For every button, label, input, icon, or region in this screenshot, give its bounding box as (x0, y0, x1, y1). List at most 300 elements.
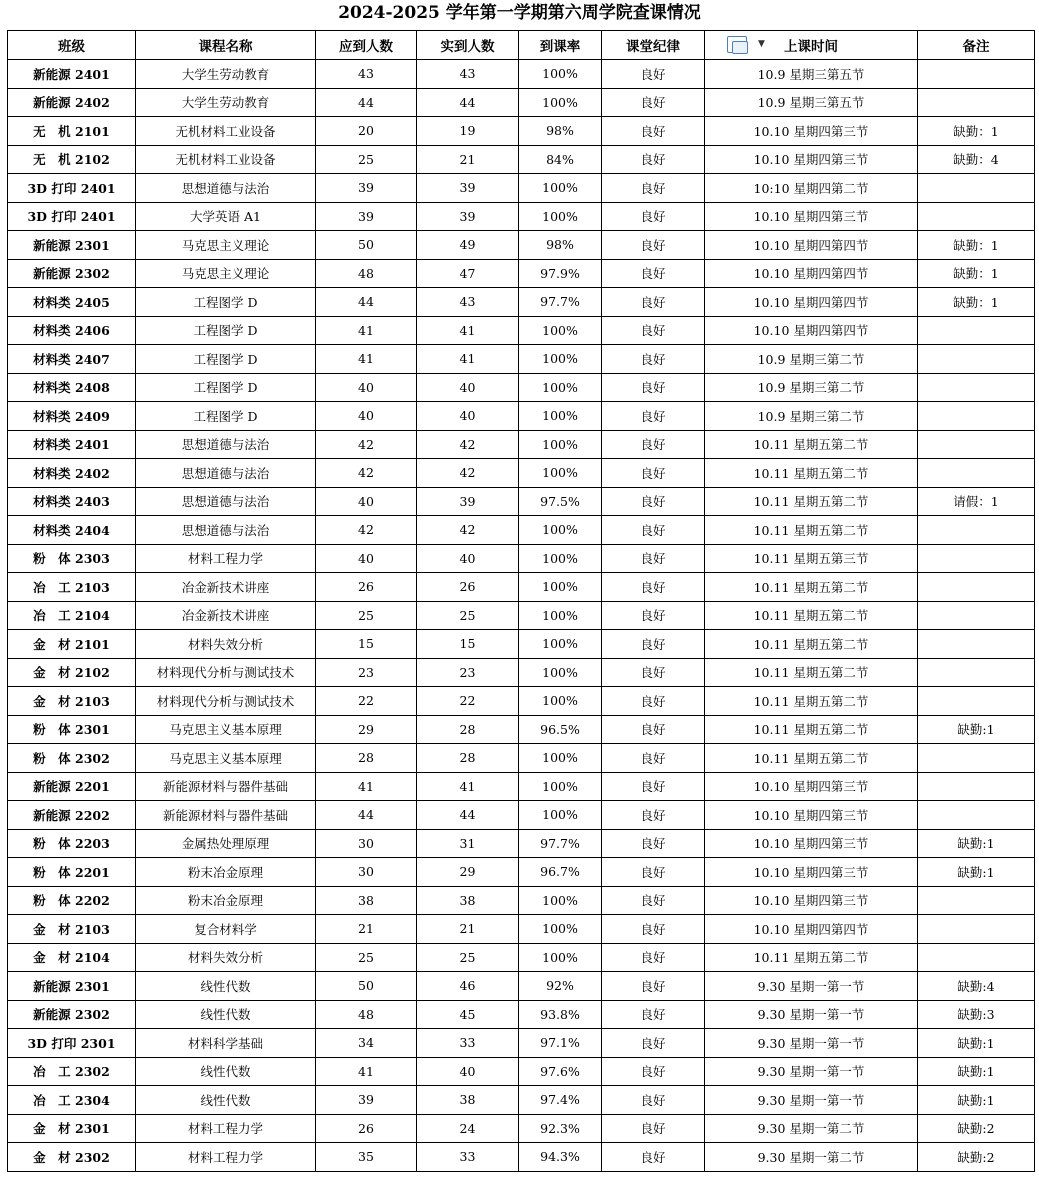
cell-rate[interactable]: 100% (519, 345, 602, 374)
cell-discipline[interactable]: 良好 (602, 145, 705, 174)
cell-course[interactable]: 材料现代分析与测试技术 (136, 658, 316, 687)
cell-discipline[interactable]: 良好 (602, 1143, 705, 1172)
cell-course[interactable]: 粉末冶金原理 (136, 858, 316, 887)
cell-expected[interactable]: 26 (316, 1114, 417, 1143)
cell-time[interactable]: 9.30 星期一第一节 (705, 1029, 918, 1058)
cell-expected[interactable]: 39 (316, 174, 417, 203)
cell-rate[interactable]: 100% (519, 373, 602, 402)
cell-note[interactable] (918, 886, 1035, 915)
cell-discipline[interactable]: 良好 (602, 231, 705, 260)
cell-discipline[interactable]: 良好 (602, 1000, 705, 1029)
cell-actual[interactable]: 15 (417, 630, 519, 659)
cell-note[interactable] (918, 60, 1035, 89)
cell-rate[interactable]: 100% (519, 516, 602, 545)
cell-class[interactable]: 3D 打印 2401 (8, 174, 136, 203)
cell-rate[interactable]: 100% (519, 544, 602, 573)
cell-time[interactable]: 10.10 星期四第四节 (705, 316, 918, 345)
cell-class[interactable]: 金 材 2102 (8, 658, 136, 687)
cell-expected[interactable]: 40 (316, 544, 417, 573)
cell-expected[interactable]: 43 (316, 60, 417, 89)
cell-class[interactable]: 金 材 2103 (8, 915, 136, 944)
cell-note[interactable] (918, 630, 1035, 659)
cell-discipline[interactable]: 良好 (602, 801, 705, 830)
cell-time[interactable]: 10.10 星期四第三节 (705, 202, 918, 231)
cell-discipline[interactable]: 良好 (602, 88, 705, 117)
cell-actual[interactable]: 45 (417, 1000, 519, 1029)
cell-expected[interactable]: 44 (316, 801, 417, 830)
cell-class[interactable]: 材料类 2402 (8, 459, 136, 488)
cell-rate[interactable]: 100% (519, 60, 602, 89)
cell-note[interactable]: 缺勤：1 (918, 117, 1035, 146)
cell-note[interactable]: 缺勤:1 (918, 829, 1035, 858)
cell-time[interactable]: 10.11 星期五第二节 (705, 573, 918, 602)
cell-class[interactable]: 新能源 2301 (8, 231, 136, 260)
cell-discipline[interactable]: 良好 (602, 744, 705, 773)
cell-note[interactable]: 缺勤：1 (918, 259, 1035, 288)
cell-rate[interactable]: 94.3% (519, 1143, 602, 1172)
cell-actual[interactable]: 26 (417, 573, 519, 602)
cell-course[interactable]: 无机材料工业设备 (136, 117, 316, 146)
cell-rate[interactable]: 100% (519, 573, 602, 602)
cell-note[interactable] (918, 516, 1035, 545)
cell-class[interactable]: 金 材 2104 (8, 943, 136, 972)
cell-note[interactable]: 请假：1 (918, 487, 1035, 516)
cell-time[interactable]: 10.10 星期四第四节 (705, 915, 918, 944)
cell-class[interactable]: 粉 体 2202 (8, 886, 136, 915)
cell-expected[interactable]: 25 (316, 601, 417, 630)
cell-time[interactable]: 9.30 星期一第一节 (705, 972, 918, 1001)
cell-rate[interactable]: 100% (519, 630, 602, 659)
cell-actual[interactable]: 33 (417, 1029, 519, 1058)
cell-discipline[interactable]: 良好 (602, 858, 705, 887)
cell-class[interactable]: 粉 体 2303 (8, 544, 136, 573)
cell-class[interactable]: 冶 工 2104 (8, 601, 136, 630)
cell-note[interactable]: 缺勤:1 (918, 1029, 1035, 1058)
cell-rate[interactable]: 100% (519, 943, 602, 972)
cell-expected[interactable]: 21 (316, 915, 417, 944)
cell-class[interactable]: 金 材 2101 (8, 630, 136, 659)
cell-expected[interactable]: 41 (316, 772, 417, 801)
cell-course[interactable]: 新能源材料与器件基础 (136, 801, 316, 830)
cell-course[interactable]: 大学生劳动教育 (136, 60, 316, 89)
header-discipline[interactable]: 课堂纪律 (602, 31, 705, 60)
cell-course[interactable]: 金属热处理原理 (136, 829, 316, 858)
cell-discipline[interactable]: 良好 (602, 829, 705, 858)
cell-time[interactable]: 10.11 星期五第二节 (705, 687, 918, 716)
cell-expected[interactable]: 15 (316, 630, 417, 659)
cell-note[interactable]: 缺勤:1 (918, 1086, 1035, 1115)
cell-expected[interactable]: 29 (316, 715, 417, 744)
cell-note[interactable]: 缺勤:4 (918, 972, 1035, 1001)
header-class[interactable]: 班级 (8, 31, 136, 60)
cell-actual[interactable]: 22 (417, 687, 519, 716)
cell-rate[interactable]: 100% (519, 601, 602, 630)
cell-time[interactable]: 10.11 星期五第二节 (705, 487, 918, 516)
cell-course[interactable]: 复合材料学 (136, 915, 316, 944)
cell-rate[interactable]: 100% (519, 430, 602, 459)
cell-expected[interactable]: 35 (316, 1143, 417, 1172)
cell-rate[interactable]: 97.7% (519, 829, 602, 858)
cell-rate[interactable]: 100% (519, 658, 602, 687)
cell-expected[interactable]: 23 (316, 658, 417, 687)
cell-class[interactable]: 粉 体 2201 (8, 858, 136, 887)
cell-time[interactable]: 10.10 星期四第四节 (705, 288, 918, 317)
cell-time[interactable]: 10.11 星期五第二节 (705, 459, 918, 488)
cell-expected[interactable]: 41 (316, 1057, 417, 1086)
cell-expected[interactable]: 25 (316, 145, 417, 174)
cell-course[interactable]: 工程图学 D (136, 402, 316, 431)
cell-course[interactable]: 材料工程力学 (136, 544, 316, 573)
cell-actual[interactable]: 23 (417, 658, 519, 687)
cell-course[interactable]: 材料失效分析 (136, 943, 316, 972)
cell-discipline[interactable]: 良好 (602, 288, 705, 317)
cell-note[interactable] (918, 601, 1035, 630)
cell-expected[interactable]: 38 (316, 886, 417, 915)
cell-rate[interactable]: 92% (519, 972, 602, 1001)
cell-course[interactable]: 工程图学 D (136, 316, 316, 345)
cell-note[interactable]: 缺勤:1 (918, 715, 1035, 744)
cell-note[interactable] (918, 744, 1035, 773)
cell-note[interactable]: 缺勤：4 (918, 145, 1035, 174)
cell-note[interactable] (918, 345, 1035, 374)
cell-time[interactable]: 10.11 星期五第二节 (705, 630, 918, 659)
cell-rate[interactable]: 92.3% (519, 1114, 602, 1143)
cell-time[interactable]: 10.10 星期四第三节 (705, 117, 918, 146)
cell-discipline[interactable]: 良好 (602, 174, 705, 203)
cell-class[interactable]: 冶 工 2302 (8, 1057, 136, 1086)
cell-course[interactable]: 线性代数 (136, 1000, 316, 1029)
cell-note[interactable] (918, 459, 1035, 488)
cell-note[interactable]: 缺勤:2 (918, 1143, 1035, 1172)
cell-actual[interactable]: 40 (417, 544, 519, 573)
cell-course[interactable]: 思想道德与法治 (136, 430, 316, 459)
cell-expected[interactable]: 42 (316, 516, 417, 545)
cell-class[interactable]: 冶 工 2304 (8, 1086, 136, 1115)
cell-time[interactable]: 10.11 星期五第三节 (705, 544, 918, 573)
cell-class[interactable]: 金 材 2103 (8, 687, 136, 716)
cell-actual[interactable]: 28 (417, 744, 519, 773)
cell-rate[interactable]: 97.4% (519, 1086, 602, 1115)
cell-course[interactable]: 线性代数 (136, 1086, 316, 1115)
cell-class[interactable]: 无 机 2102 (8, 145, 136, 174)
cell-actual[interactable]: 43 (417, 60, 519, 89)
cell-class[interactable]: 新能源 2201 (8, 772, 136, 801)
cell-time[interactable]: 9.30 星期一第二节 (705, 1143, 918, 1172)
cell-actual[interactable]: 38 (417, 1086, 519, 1115)
cell-class[interactable]: 金 材 2302 (8, 1143, 136, 1172)
cell-note[interactable] (918, 573, 1035, 602)
cell-rate[interactable]: 100% (519, 402, 602, 431)
cell-actual[interactable]: 39 (417, 202, 519, 231)
cell-class[interactable]: 材料类 2403 (8, 487, 136, 516)
cell-note[interactable] (918, 658, 1035, 687)
cell-expected[interactable]: 34 (316, 1029, 417, 1058)
cell-course[interactable]: 思想道德与法治 (136, 459, 316, 488)
cell-rate[interactable]: 100% (519, 744, 602, 773)
cell-note[interactable]: 缺勤:3 (918, 1000, 1035, 1029)
cell-discipline[interactable]: 良好 (602, 487, 705, 516)
cell-actual[interactable]: 25 (417, 601, 519, 630)
cell-actual[interactable]: 41 (417, 316, 519, 345)
cell-expected[interactable]: 44 (316, 288, 417, 317)
cell-time[interactable]: 10.11 星期五第二节 (705, 943, 918, 972)
cell-note[interactable]: 缺勤：1 (918, 288, 1035, 317)
cell-actual[interactable]: 21 (417, 915, 519, 944)
cell-actual[interactable]: 40 (417, 402, 519, 431)
cell-discipline[interactable]: 良好 (602, 345, 705, 374)
cell-note[interactable]: 缺勤:1 (918, 858, 1035, 887)
cell-rate[interactable]: 100% (519, 88, 602, 117)
cell-class[interactable]: 无 机 2101 (8, 117, 136, 146)
cell-expected[interactable]: 42 (316, 430, 417, 459)
cell-time[interactable]: 10.9 星期三第二节 (705, 402, 918, 431)
header-actual[interactable]: 实到人数 (417, 31, 519, 60)
cell-course[interactable]: 粉末冶金原理 (136, 886, 316, 915)
cell-class[interactable]: 金 材 2301 (8, 1114, 136, 1143)
cell-discipline[interactable]: 良好 (602, 1029, 705, 1058)
cell-rate[interactable]: 84% (519, 145, 602, 174)
cell-rate[interactable]: 100% (519, 915, 602, 944)
cell-time[interactable]: 10.9 星期三第五节 (705, 88, 918, 117)
header-course[interactable]: 课程名称 (136, 31, 316, 60)
cell-rate[interactable]: 100% (519, 687, 602, 716)
cell-actual[interactable]: 29 (417, 858, 519, 887)
cell-course[interactable]: 思想道德与法治 (136, 516, 316, 545)
cell-course[interactable]: 冶金新技术讲座 (136, 573, 316, 602)
cell-note[interactable]: 缺勤:1 (918, 1057, 1035, 1086)
cell-note[interactable] (918, 88, 1035, 117)
cell-course[interactable]: 思想道德与法治 (136, 487, 316, 516)
header-time[interactable]: 上课时间 (705, 31, 918, 60)
cell-note[interactable] (918, 801, 1035, 830)
cell-course[interactable]: 马克思主义基本原理 (136, 715, 316, 744)
cell-rate[interactable]: 97.9% (519, 259, 602, 288)
cell-course[interactable]: 线性代数 (136, 972, 316, 1001)
cell-actual[interactable]: 24 (417, 1114, 519, 1143)
cell-actual[interactable]: 33 (417, 1143, 519, 1172)
cell-actual[interactable]: 28 (417, 715, 519, 744)
cell-actual[interactable]: 40 (417, 373, 519, 402)
cell-time[interactable]: 10.10 星期四第三节 (705, 886, 918, 915)
cell-rate[interactable]: 100% (519, 459, 602, 488)
cell-course[interactable]: 马克思主义基本原理 (136, 744, 316, 773)
cell-course[interactable]: 材料工程力学 (136, 1143, 316, 1172)
cell-discipline[interactable]: 良好 (602, 886, 705, 915)
cell-class[interactable]: 材料类 2404 (8, 516, 136, 545)
cell-actual[interactable]: 25 (417, 943, 519, 972)
cell-course[interactable]: 工程图学 D (136, 373, 316, 402)
cell-class[interactable]: 3D 打印 2401 (8, 202, 136, 231)
cell-discipline[interactable]: 良好 (602, 1086, 705, 1115)
cell-time[interactable]: 10.10 星期四第四节 (705, 231, 918, 260)
cell-expected[interactable]: 44 (316, 88, 417, 117)
cell-note[interactable] (918, 174, 1035, 203)
cell-expected[interactable]: 41 (316, 345, 417, 374)
cell-time[interactable]: 9.30 星期一第一节 (705, 1086, 918, 1115)
cell-class[interactable]: 新能源 2402 (8, 88, 136, 117)
cell-rate[interactable]: 96.7% (519, 858, 602, 887)
cell-class[interactable]: 新能源 2302 (8, 259, 136, 288)
cell-discipline[interactable]: 良好 (602, 316, 705, 345)
cell-class[interactable]: 材料类 2406 (8, 316, 136, 345)
cell-note[interactable] (918, 202, 1035, 231)
cell-note[interactable] (918, 915, 1035, 944)
cell-discipline[interactable]: 良好 (602, 402, 705, 431)
cell-actual[interactable]: 40 (417, 1057, 519, 1086)
cell-time[interactable]: 10.10 星期四第三节 (705, 829, 918, 858)
cell-expected[interactable]: 39 (316, 1086, 417, 1115)
cell-discipline[interactable]: 良好 (602, 373, 705, 402)
cell-class[interactable]: 材料类 2405 (8, 288, 136, 317)
cell-class[interactable]: 材料类 2409 (8, 402, 136, 431)
cell-rate[interactable]: 100% (519, 174, 602, 203)
header-expected[interactable]: 应到人数 (316, 31, 417, 60)
cell-actual[interactable]: 42 (417, 516, 519, 545)
cell-actual[interactable]: 38 (417, 886, 519, 915)
cell-actual[interactable]: 19 (417, 117, 519, 146)
cell-time[interactable]: 10.11 星期五第二节 (705, 658, 918, 687)
cell-expected[interactable]: 40 (316, 373, 417, 402)
cell-actual[interactable]: 39 (417, 487, 519, 516)
cell-class[interactable]: 冶 工 2103 (8, 573, 136, 602)
cell-time[interactable]: 9.30 星期一第二节 (705, 1114, 918, 1143)
cell-discipline[interactable]: 良好 (602, 915, 705, 944)
cell-expected[interactable]: 22 (316, 687, 417, 716)
cell-course[interactable]: 线性代数 (136, 1057, 316, 1086)
cell-discipline[interactable]: 良好 (602, 658, 705, 687)
cell-class[interactable]: 新能源 2301 (8, 972, 136, 1001)
cell-actual[interactable]: 41 (417, 772, 519, 801)
cell-note[interactable]: 缺勤:2 (918, 1114, 1035, 1143)
cell-actual[interactable]: 43 (417, 288, 519, 317)
cell-time[interactable]: 10:10 星期四第二节 (705, 174, 918, 203)
cell-discipline[interactable]: 良好 (602, 544, 705, 573)
cell-actual[interactable]: 31 (417, 829, 519, 858)
paste-options-button[interactable] (727, 33, 771, 55)
cell-discipline[interactable]: 良好 (602, 601, 705, 630)
cell-expected[interactable]: 40 (316, 487, 417, 516)
cell-class[interactable]: 粉 体 2301 (8, 715, 136, 744)
cell-time[interactable]: 10.9 星期三第二节 (705, 345, 918, 374)
cell-discipline[interactable]: 良好 (602, 430, 705, 459)
cell-class[interactable]: 材料类 2407 (8, 345, 136, 374)
cell-course[interactable]: 无机材料工业设备 (136, 145, 316, 174)
cell-course[interactable]: 材料失效分析 (136, 630, 316, 659)
cell-note[interactable] (918, 402, 1035, 431)
cell-expected[interactable]: 26 (316, 573, 417, 602)
cell-class[interactable]: 材料类 2408 (8, 373, 136, 402)
cell-rate[interactable]: 97.5% (519, 487, 602, 516)
cell-actual[interactable]: 39 (417, 174, 519, 203)
cell-time[interactable]: 10.11 星期五第二节 (705, 744, 918, 773)
cell-discipline[interactable]: 良好 (602, 259, 705, 288)
cell-course[interactable]: 材料科学基础 (136, 1029, 316, 1058)
cell-actual[interactable]: 42 (417, 459, 519, 488)
cell-class[interactable]: 粉 体 2302 (8, 744, 136, 773)
cell-discipline[interactable]: 良好 (602, 516, 705, 545)
cell-expected[interactable]: 48 (316, 259, 417, 288)
cell-expected[interactable]: 39 (316, 202, 417, 231)
cell-actual[interactable]: 42 (417, 430, 519, 459)
cell-actual[interactable]: 44 (417, 801, 519, 830)
cell-time[interactable]: 9.30 星期一第一节 (705, 1057, 918, 1086)
cell-expected[interactable]: 28 (316, 744, 417, 773)
cell-discipline[interactable]: 良好 (602, 972, 705, 1001)
cell-discipline[interactable]: 良好 (602, 630, 705, 659)
cell-time[interactable]: 10.10 星期四第三节 (705, 801, 918, 830)
cell-actual[interactable]: 46 (417, 972, 519, 1001)
cell-time[interactable]: 10.10 星期四第三节 (705, 145, 918, 174)
cell-course[interactable]: 思想道德与法治 (136, 174, 316, 203)
cell-note[interactable] (918, 687, 1035, 716)
header-rate[interactable]: 到课率 (519, 31, 602, 60)
cell-time[interactable]: 10.10 星期四第三节 (705, 858, 918, 887)
cell-rate[interactable]: 98% (519, 231, 602, 260)
cell-rate[interactable]: 96.5% (519, 715, 602, 744)
cell-rate[interactable]: 97.1% (519, 1029, 602, 1058)
cell-time[interactable]: 10.9 星期三第二节 (705, 373, 918, 402)
cell-rate[interactable]: 97.6% (519, 1057, 602, 1086)
cell-expected[interactable]: 42 (316, 459, 417, 488)
cell-class[interactable]: 3D 打印 2301 (8, 1029, 136, 1058)
cell-time[interactable]: 10.11 星期五第二节 (705, 516, 918, 545)
cell-actual[interactable]: 47 (417, 259, 519, 288)
cell-actual[interactable]: 21 (417, 145, 519, 174)
cell-expected[interactable]: 30 (316, 858, 417, 887)
cell-class[interactable]: 新能源 2401 (8, 60, 136, 89)
cell-rate[interactable]: 98% (519, 117, 602, 146)
cell-discipline[interactable]: 良好 (602, 943, 705, 972)
cell-discipline[interactable]: 良好 (602, 1114, 705, 1143)
cell-actual[interactable]: 44 (417, 88, 519, 117)
cell-discipline[interactable]: 良好 (602, 687, 705, 716)
cell-class[interactable]: 材料类 2401 (8, 430, 136, 459)
cell-class[interactable]: 新能源 2202 (8, 801, 136, 830)
cell-expected[interactable]: 40 (316, 402, 417, 431)
cell-time[interactable]: 10.10 星期四第四节 (705, 259, 918, 288)
cell-expected[interactable]: 30 (316, 829, 417, 858)
cell-class[interactable]: 粉 体 2203 (8, 829, 136, 858)
cell-time[interactable]: 10.10 星期四第三节 (705, 772, 918, 801)
cell-course[interactable]: 材料现代分析与测试技术 (136, 687, 316, 716)
header-note[interactable]: 备注 (918, 31, 1035, 60)
cell-discipline[interactable]: 良好 (602, 117, 705, 146)
cell-note[interactable]: 缺勤：1 (918, 231, 1035, 260)
cell-time[interactable]: 9.30 星期一第一节 (705, 1000, 918, 1029)
cell-note[interactable] (918, 316, 1035, 345)
cell-expected[interactable]: 48 (316, 1000, 417, 1029)
cell-note[interactable] (918, 373, 1035, 402)
cell-note[interactable] (918, 943, 1035, 972)
cell-discipline[interactable]: 良好 (602, 772, 705, 801)
cell-course[interactable]: 新能源材料与器件基础 (136, 772, 316, 801)
cell-course[interactable]: 大学生劳动教育 (136, 88, 316, 117)
cell-rate[interactable]: 100% (519, 316, 602, 345)
cell-time[interactable]: 10.11 星期五第二节 (705, 601, 918, 630)
cell-course[interactable]: 工程图学 D (136, 288, 316, 317)
cell-discipline[interactable]: 良好 (602, 459, 705, 488)
cell-discipline[interactable]: 良好 (602, 202, 705, 231)
cell-course[interactable]: 材料工程力学 (136, 1114, 316, 1143)
cell-expected[interactable]: 41 (316, 316, 417, 345)
cell-actual[interactable]: 49 (417, 231, 519, 260)
cell-time[interactable]: 10.11 星期五第二节 (705, 715, 918, 744)
cell-course[interactable]: 马克思主义理论 (136, 259, 316, 288)
cell-rate[interactable]: 100% (519, 202, 602, 231)
cell-course[interactable]: 大学英语 A1 (136, 202, 316, 231)
cell-rate[interactable]: 100% (519, 886, 602, 915)
cell-note[interactable] (918, 430, 1035, 459)
